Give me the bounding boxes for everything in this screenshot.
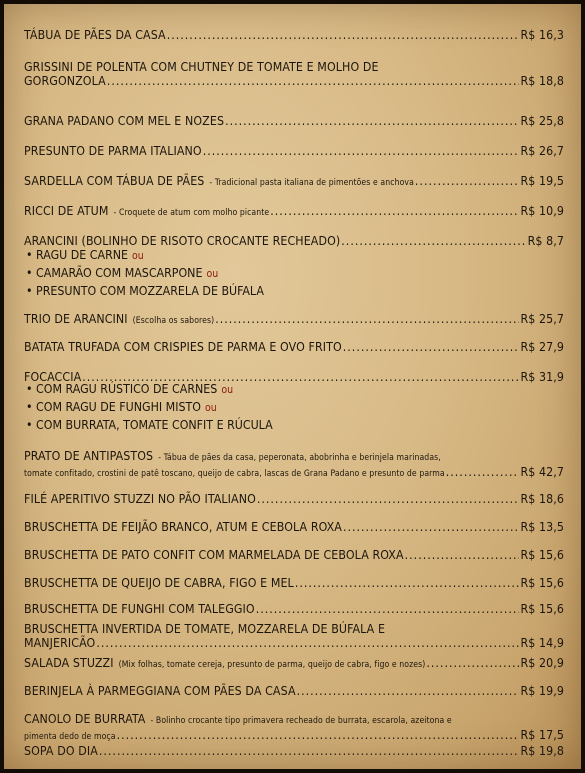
item-price: R$ 25,7: [520, 312, 564, 326]
leader-dots: [256, 602, 520, 616]
item-name: TÁBUA DE PÃES DA CASA: [24, 28, 166, 42]
option-line: [26, 266, 218, 280]
item-name: BRUSCHETTA DE FEIJÃO BRANCO, ATUM E CEBOLA ROXA: [24, 520, 342, 534]
menu-item: [24, 60, 564, 88]
option-line: [26, 400, 217, 414]
option-label: • RAGU DE CARNE: [26, 248, 129, 262]
menu-item: [24, 114, 564, 128]
menu-item: [24, 576, 564, 590]
item-description-line2: pimenta dedo de moça: [24, 732, 116, 742]
menu-item: [24, 602, 564, 616]
item-price: R$ 27,9: [520, 340, 564, 354]
option-label: • COM BURRATA, TOMATE CONFIT E RÚCULA: [26, 418, 273, 432]
option-label: • COM RAGU RÚSTICO DE CARNES: [26, 382, 218, 396]
item-name-line1: BRUSCHETTA INVERTIDA DE TOMATE, MOZZARELA DE BÚFALA E: [24, 622, 386, 636]
item-price: R$ 18,8: [520, 74, 564, 88]
item-price: R$ 14,9: [520, 636, 564, 650]
leader-dots: [295, 576, 520, 590]
leader-dots: [225, 114, 519, 128]
item-price: R$ 15,6: [520, 548, 564, 562]
option-label: • COM RAGU DE FUNGHI MISTO: [26, 400, 201, 414]
item-price: R$ 19,5: [520, 174, 564, 188]
leader-dots: [297, 684, 520, 698]
item-name: FOCACCIA: [24, 370, 82, 384]
menu-item: [24, 174, 564, 188]
option-line: [26, 284, 264, 298]
option-line: [26, 248, 144, 262]
menu-item: [24, 684, 564, 698]
menu-item: [24, 28, 564, 42]
leader-dots: [203, 144, 520, 158]
menu-item: [24, 492, 564, 506]
leader-dots: [117, 728, 520, 742]
item-description-line2: tomate confitado, crostini de patê toscano, queijo de cabra, lascas de Grana Padano e presunto de parma: [24, 469, 445, 479]
item-description: - Tradicional pasta italiana de pimentões e anchova: [209, 178, 414, 188]
menu-item: [24, 744, 564, 758]
item-price: R$ 10,9: [520, 204, 564, 218]
item-name: BRUSCHETTA DE PATO CONFIT COM MARMELADA DE CEBOLA ROXA: [24, 548, 404, 562]
item-name: MANJERICÃO: [24, 636, 96, 650]
leader-dots: [215, 312, 519, 326]
menu-item: [24, 656, 564, 670]
leader-dots: [415, 174, 520, 188]
item-description: - Bolinho crocante tipo primavera recheado de burrata, escarola, azeitona e: [150, 716, 452, 726]
leader-dots: [446, 465, 520, 479]
item-name: FILÉ APERITIVO STUZZI NO PÃO ITALIANO: [24, 492, 256, 506]
leader-dots: [257, 492, 520, 506]
item-name: PRESUNTO DE PARMA ITALIANO: [24, 144, 202, 158]
item-name: BRUSCHETTA DE FUNGHI COM TALEGGIO: [24, 602, 255, 616]
item-price: R$ 8,7: [527, 234, 564, 248]
item-name: TRIO DE ARANCINI: [24, 312, 128, 326]
item-description: - Tábua de pães da casa, peperonata, abobrinha e berinjela marinadas,: [158, 453, 441, 463]
leader-dots: [167, 28, 520, 42]
option-or: ou: [132, 250, 144, 262]
item-price: R$ 18,6: [520, 492, 564, 506]
menu-item: [24, 144, 564, 158]
item-price: R$ 26,7: [520, 144, 564, 158]
item-name: BERINJELA À PARMEGGIANA COM PÃES DA CASA: [24, 684, 296, 698]
item-price: R$ 19,8: [520, 744, 564, 758]
item-name: BRUSCHETTA DE QUEIJO DE CABRA, FIGO E MEL: [24, 576, 294, 590]
item-name: GRANA PADANO COM MEL E NOZES: [24, 114, 225, 128]
item-name: ARANCINI (BOLINHO DE RISOTO CROCANTE RECHEADO): [24, 234, 341, 248]
menu-item: [24, 449, 564, 479]
leader-dots: [107, 74, 520, 88]
item-price: R$ 42,7: [520, 465, 564, 479]
item-price: R$ 17,5: [520, 728, 564, 742]
item-description: (Escolha os sabores): [132, 316, 215, 326]
item-price: R$ 13,5: [520, 520, 564, 534]
item-name: SARDELLA COM TÁBUA DE PÃES: [24, 174, 205, 188]
menu-item: [24, 622, 564, 650]
item-price: R$ 16,3: [520, 28, 564, 42]
option-line: [26, 418, 273, 432]
option-or: ou: [206, 268, 219, 280]
item-name: SALADA STUZZI: [24, 656, 114, 670]
item-price: R$ 15,6: [520, 576, 564, 590]
item-price: R$ 19,9: [520, 684, 564, 698]
menu-item: [24, 234, 564, 248]
option-or: ou: [204, 402, 217, 414]
item-name: BATATA TRUFADA COM CRISPIES DE PARMA E OVO FRITO: [24, 340, 342, 354]
option-or: ou: [221, 384, 234, 396]
item-description: (Mix folhas, tomate cereja, presunto de parma, queijo de cabra, figo e nozes): [118, 660, 426, 670]
item-name-line1: GRISSINI DE POLENTA COM CHUTNEY DE TOMATE E MOLHO DE: [24, 60, 379, 74]
menu-item: [24, 712, 564, 742]
option-line: [26, 382, 233, 396]
leader-dots: [96, 636, 519, 650]
item-name: CANOLO DE BURRATA: [24, 712, 146, 726]
item-description: - Croquete de atum com molho picante: [113, 208, 270, 218]
leader-dots: [343, 520, 519, 534]
item-name: PRATO DE ANTIPASTOS: [24, 449, 154, 463]
item-name: RICCI DE ATUM: [24, 204, 109, 218]
menu-item: [24, 548, 564, 562]
menu-item: [24, 312, 564, 326]
leader-dots: [270, 204, 519, 218]
leader-dots: [426, 656, 519, 670]
item-name: GORGONZOLA: [24, 74, 106, 88]
menu-item: [24, 520, 564, 534]
item-price: R$ 20,9: [520, 656, 564, 670]
item-name: SOPA DO DIA: [24, 744, 98, 758]
item-price: R$ 31,9: [520, 370, 564, 384]
leader-dots: [99, 744, 520, 758]
item-price: R$ 15,6: [520, 602, 564, 616]
leader-dots: [405, 548, 520, 562]
menu-item: [24, 340, 564, 354]
item-price: R$ 25,8: [520, 114, 564, 128]
leader-dots: [343, 340, 520, 354]
menu-item: [24, 204, 564, 218]
option-label: • CAMARÃO COM MASCARPONE: [26, 266, 203, 280]
option-label: • PRESUNTO COM MOZZARELA DE BÚFALA: [26, 284, 264, 298]
leader-dots: [341, 234, 526, 248]
